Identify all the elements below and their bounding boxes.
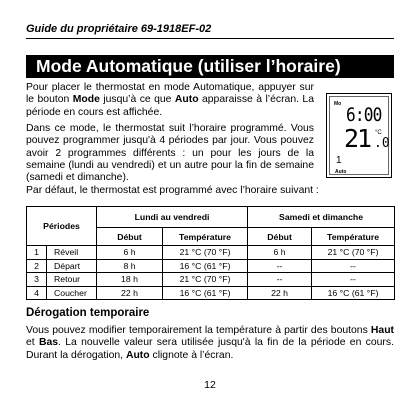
default-schedule-table (26, 206, 395, 300)
table-row (27, 273, 395, 287)
lcd-period-number: 1 (336, 155, 342, 166)
weekday-temp: 16 °C (61 °F) (163, 286, 248, 300)
down-button-name: Bas (38, 337, 59, 349)
override-text-1: Vous pouvez modifier temporairement la température à partir des boutons (26, 325, 371, 336)
override-subheading: Dérogation temporaire (26, 307, 150, 319)
auto-keyword: Auto (174, 94, 199, 106)
period-number: 4 (27, 286, 47, 300)
periods-header: Périodes (27, 207, 97, 246)
weekday-temp-header: Température (163, 228, 248, 246)
up-button-name: Haut (370, 325, 394, 336)
weekday-start: 22 h (97, 286, 163, 300)
weekend-start: 22 h (248, 286, 312, 300)
intro-paragraph (26, 82, 314, 119)
weekend-temp: -- (312, 273, 395, 287)
page-number: 12 (204, 379, 216, 391)
override-paragraph (26, 325, 394, 362)
weekday-temp: 21 °C (70 °F) (163, 246, 248, 260)
default-schedule-intro: Par défaut, le thermostat est programmé avec l’horaire suivant : (26, 185, 319, 196)
weekend-temp: 21 °C (70 °F) (312, 246, 395, 260)
period-number: 2 (27, 259, 47, 273)
table-group-header-row (27, 207, 395, 228)
table-row (27, 259, 395, 273)
thermostat-lcd-display (326, 93, 392, 178)
lcd-screen (329, 96, 389, 175)
header-divider (26, 38, 394, 39)
section-title-banner: Mode Automatique (utiliser l’horaire) (26, 55, 394, 78)
weekend-temp-header: Température (312, 228, 395, 246)
weekend-temp: -- (312, 259, 395, 273)
lcd-temperature-integer: 21 (344, 124, 371, 153)
period-number: 1 (27, 246, 47, 260)
lcd-day-indicator: Mo (334, 101, 342, 107)
lcd-auto-indicator: Auto (335, 169, 347, 175)
weekend-start: 6 h (248, 246, 312, 260)
weekday-temp: 16 °C (61 °F) (163, 259, 248, 273)
document-header-title: Guide du propriétaire 69-1918EF-02 (26, 23, 212, 35)
period-name: Départ (47, 259, 97, 273)
lcd-temperature-decimal: .0 (374, 136, 390, 151)
schedule-description-paragraph: Dans ce mode, le thermostat suit l’horaire programmé. Vous pouvez programmer jusqu'à 4 périodes par jour. Vous pouvez avoir 2 programmes différents : un pour les jours de la semaine (lundi au vendredi) et un autre pour la fin de semaine (samedi et dimanche). (26, 123, 314, 184)
weekend-start: -- (248, 259, 312, 273)
weekday-header: Lundi au vendredi (97, 207, 248, 228)
weekday-start: 6 h (97, 246, 163, 260)
weekend-temp: 16 °C (61 °F) (312, 286, 395, 300)
weekend-start-header: Début (248, 228, 312, 246)
table-row (27, 246, 395, 260)
auto-keyword: Auto (125, 349, 150, 361)
period-name: Coucher (47, 286, 97, 300)
intro-text-3: apparaisse à l’écran. La période en cours est affichée. (26, 94, 314, 118)
period-number: 3 (27, 273, 47, 287)
weekday-temp: 21 °C (70 °F) (163, 273, 248, 287)
weekday-start: 18 h (97, 273, 163, 287)
table-row (27, 286, 395, 300)
weekend-start: -- (248, 273, 312, 287)
intro-text-1: Pour placer le thermostat en mode Automatique, appuyer sur le bouton (26, 82, 314, 106)
override-text-4: clignote à l’écran. (149, 349, 234, 361)
weekday-start: 8 h (97, 259, 163, 273)
intro-text-2: jusqu’à ce que (99, 94, 175, 106)
mode-button-name: Mode (72, 94, 100, 106)
override-text-3: . La nouvelle valeur sera utilisée jusqu'à la fin de la période en cours. Durant la dérogation, (26, 337, 394, 361)
weekday-start-header: Début (97, 228, 163, 246)
override-text-2: et (26, 337, 39, 349)
period-name: Réveil (47, 246, 97, 260)
period-name: Retour (47, 273, 97, 287)
lcd-temperature-unit: °C (375, 130, 382, 136)
weekend-header: Samedi et dimanche (248, 207, 395, 228)
lcd-time: 6:00 (346, 104, 382, 126)
